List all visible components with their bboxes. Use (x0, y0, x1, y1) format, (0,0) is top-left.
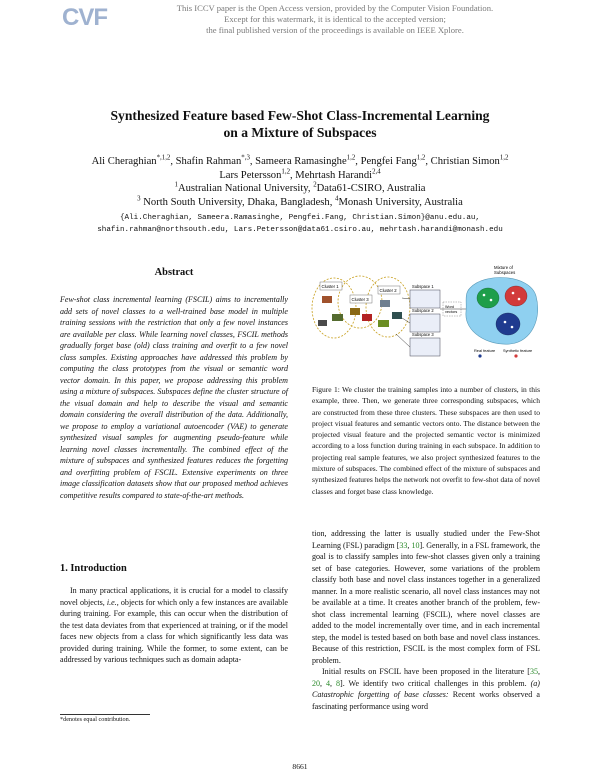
sample-thumbnail (392, 312, 402, 319)
real-feature-dot (483, 294, 486, 297)
figure-1 (304, 262, 540, 368)
sample-thumbnail (350, 308, 360, 315)
author-affil: *,3 (241, 154, 250, 162)
author-affil: 1,2 (416, 154, 426, 162)
author-emails (40, 212, 560, 236)
author-affil: 1,2 (281, 168, 290, 176)
real-feature-dot (490, 299, 493, 302)
subspace-box (410, 338, 440, 356)
mixture-label: Mixture of (494, 265, 513, 270)
cluster-label: Cluster 2 (379, 288, 397, 294)
author-name: Lars Petersson (219, 169, 282, 181)
flow-arrow (402, 318, 410, 323)
abstract-text: Few-shot class incremental learning (FSCIL) aims to incrementally add sets of novel classes to a well-trained base model in multiple training sessions with the restriction that only a few novel instances are available per class. While learning novel classes, FSCIL methods gradually forget base (old) class training and overfit to a few novel class samples. Existing approaches have addressed this problem by computing the class prototypes from the visual or semantic word vector domain. In this paper, we propose addressing this problem using a mixture of subspaces. Subspaces define the cluster structure of the visual domain and help to describe the visual and semantic domain considering the overall distribution of the data. Additionally, we propose to employ a variational autoencoder (VAE) to generate synthesized visual samples for augmenting pseudo-feature while learning novel classes incrementally. The combined effect of the mixture of subspaces and synthesized features reduces the forgetting and overfitting problem of FSCIL. Extensive experiments on three image classification datasets show that our proposed method achieves competitive results compared to state-of-the-art methods. (60, 295, 288, 500)
section-heading-introduction: 1. Introduction (60, 563, 127, 574)
body-text: , objects for which only a few instances are available during training. For example, this can occur when the distribution of the test data deviates from that experienced at training, or if the model faces new objects from a class for which significantly less data was provided during training. While the former, to some extent, can be addressed by various techniques such as domain adapta- (60, 597, 288, 664)
email-line[interactable]: shafin.rahman@northsouth.edu, Lars.Petersson@data61.csiro.au, mehrtash.harandi@monash.edu (97, 226, 503, 234)
subspace-cluster (505, 286, 527, 306)
body-text-italic: (a) (530, 678, 540, 688)
paper-title (60, 108, 540, 141)
author-name: Mehrtash Harandi (295, 169, 373, 181)
word-vectors-label: Word (445, 305, 455, 309)
intro-paragraph (60, 585, 288, 666)
body-text: , (407, 540, 412, 550)
citation-link[interactable]: 10 (411, 540, 420, 550)
author-affil: *,1,2 (156, 154, 171, 162)
watermark-line: the final published version of the proceedings is available on IEEE Xplore. (206, 25, 464, 35)
legend-synthetic-label: Synthetic feature (503, 348, 533, 353)
watermark-line: This ICCV paper is the Open Access version, provided by the Computer Vision Foundation. (176, 3, 494, 13)
author-name: Christian Simon (430, 156, 500, 167)
body-text: tion, addressing the latter is usually studied under the Few-Shot Learning (FSL) paradigm [ (312, 529, 540, 550)
body-text: Recent works observed a fascinating performance using word (312, 690, 540, 711)
sample-thumbnail (378, 320, 389, 327)
subspace-label: Subspace 2 (412, 308, 434, 313)
citation-link[interactable]: 35 (529, 667, 538, 676)
legend-synthetic-marker (514, 354, 517, 357)
mixture-of-subspaces-region (466, 278, 538, 345)
author-affil: 1,2 (499, 154, 509, 162)
subspace-cluster (496, 313, 520, 335)
mixture-label: Subspaces (494, 270, 516, 275)
title-line: on a Mixture of Subspaces (223, 124, 377, 140)
synthetic-feature-dot (512, 292, 515, 295)
affiliation: Australian National University, (177, 183, 314, 195)
body-text-italic: i.e. (106, 597, 117, 607)
author-line: Lars Petersson$^{1,2}$, Mehrtash Harandi$^{2,4}$ (219, 168, 381, 181)
subspace-box (410, 290, 440, 308)
citation-link[interactable]: 4 (326, 678, 331, 688)
page-number: 8661 (292, 762, 308, 771)
affil-marker: 3 (137, 195, 141, 203)
body-text: In many practical applications, it is crucial for a model to classify novel objects, (60, 586, 288, 607)
author-name: Sameera Ramasinghe (255, 156, 347, 167)
real-feature-dot (504, 321, 507, 324)
word-vectors-label: vectors (445, 310, 458, 314)
author-affil: 2,4 (372, 168, 381, 176)
title-line: Synthesized Feature based Few-Shot Class-Incremental Learning (110, 108, 490, 123)
affiliation-line (40, 182, 560, 196)
sample-thumbnail (318, 320, 327, 326)
footnote-rule (60, 714, 150, 715)
cvf-logo: CVF (62, 4, 107, 31)
subspace-label: Subspace 1 (412, 284, 434, 289)
affiliation: North South University, Dhaka, Bangladesh, (140, 196, 335, 208)
abstract-heading: Abstract (154, 267, 194, 278)
body-paragraph: Initial results on FSCIL have been proposed in the literature [35, 20, 4, 8]. We identify two critical challenges in this problem. (a) Catastrophic forgetting of base classes: Recent works observed a fascinating performance using word (312, 667, 540, 711)
legend-real-marker (478, 354, 481, 357)
affil-marker: 2 (313, 181, 317, 189)
affil-marker: 1 (174, 181, 178, 189)
author-block (40, 155, 560, 209)
watermark-line: Except for this watermark, it is identical to the accepted version; (224, 14, 446, 24)
sample-thumbnail (332, 314, 343, 321)
open-access-watermark (150, 3, 520, 36)
author-name: Ali Cheraghian (91, 156, 157, 167)
body-text: ]. We identify two critical challenges in this problem. (340, 678, 531, 688)
citation-link[interactable]: 33 (399, 540, 408, 550)
footnote: *denotes equal contribution. (60, 716, 131, 723)
affiliation-line (40, 196, 560, 210)
author-name: Pengfei Fang (360, 156, 417, 167)
subspace-label: Subspace 3 (412, 332, 434, 337)
sample-thumbnail (362, 314, 372, 321)
body-text-italic: Catastrophic forgetting of base classes: (312, 690, 449, 699)
affiliation: Monash University, Australia (338, 196, 463, 208)
author-name: Shafin Rahman (175, 156, 242, 167)
body-paragraph (312, 528, 540, 666)
flow-arrow (396, 334, 410, 347)
figure-1-caption: Figure 1: We cluster the training samples into a number of clusters, in this example, three. Then, we generate three corresponding subspaces, which are constructed from these three clusters. These subspaces are then used to project visual features and semantic vectors onto. The distance between the projected visual feature and the projected semantic vector is minimized according to a loss function during training in each subspace. In addition to projecting real sample features, we also project synthesized features to the mixture of subspaces. The combined effect of the mixture of subspaces and synthesized features helps the network not overfit to few-shot data of novel classes and forget base class knowledge. (312, 385, 540, 496)
author-line: Ali Cheraghian$^{*,1,2}$, Shafin Rahman$^{*,3}$, Sameera Ramasinghe$^{1,2}$, Pengfei Fang$^{1,2}$, Christian Simon$^{1,2}$ (91, 154, 509, 167)
cluster-label: Cluster 3 (351, 297, 369, 303)
affiliation: Data61-CSIRO, Australia (316, 183, 426, 195)
body-text: Initial results on FSCIL have been proposed in the literature [ (322, 667, 530, 676)
affil-marker: 4 (335, 195, 339, 203)
author-affil: 1,2 (346, 154, 356, 162)
subspace-cluster (477, 288, 499, 308)
legend-real-label: Real feature (474, 348, 496, 353)
synthetic-feature-dot (518, 298, 521, 301)
body-text: ]. Generally, in a FSL framework, the goal is to classify samples into few-shot classes given only a training set of base categories. However, some variations of the problem classify both base and novel class instances together in a generalized manner. In a more realistic scenario, all novel class instances may not be available at a time. It creates another branch of the problem, few-shot class incremental learning (FSCIL), where novel classes are added to the model incrementally over time, and in each incremental step, the model is tested based on both base and novel class instances. Because of this restriction, FSCIL is the most complex form of FSL problem. (312, 540, 541, 665)
subspace-box (410, 314, 440, 332)
right-column-body (312, 528, 540, 712)
sample-thumbnail (380, 300, 390, 307)
citation-link[interactable]: 20 (312, 678, 321, 688)
sample-thumbnail (322, 296, 332, 303)
email-line[interactable]: {Ali.Cheraghian, Sameera.Ramasinghe, Pengfei.Fang, Christian.Simon}@anu.edu.au, (119, 214, 480, 222)
cluster-label: Cluster 1 (321, 284, 339, 290)
citation-link[interactable]: 8 (335, 678, 341, 688)
synthetic-feature-dot (511, 326, 514, 329)
